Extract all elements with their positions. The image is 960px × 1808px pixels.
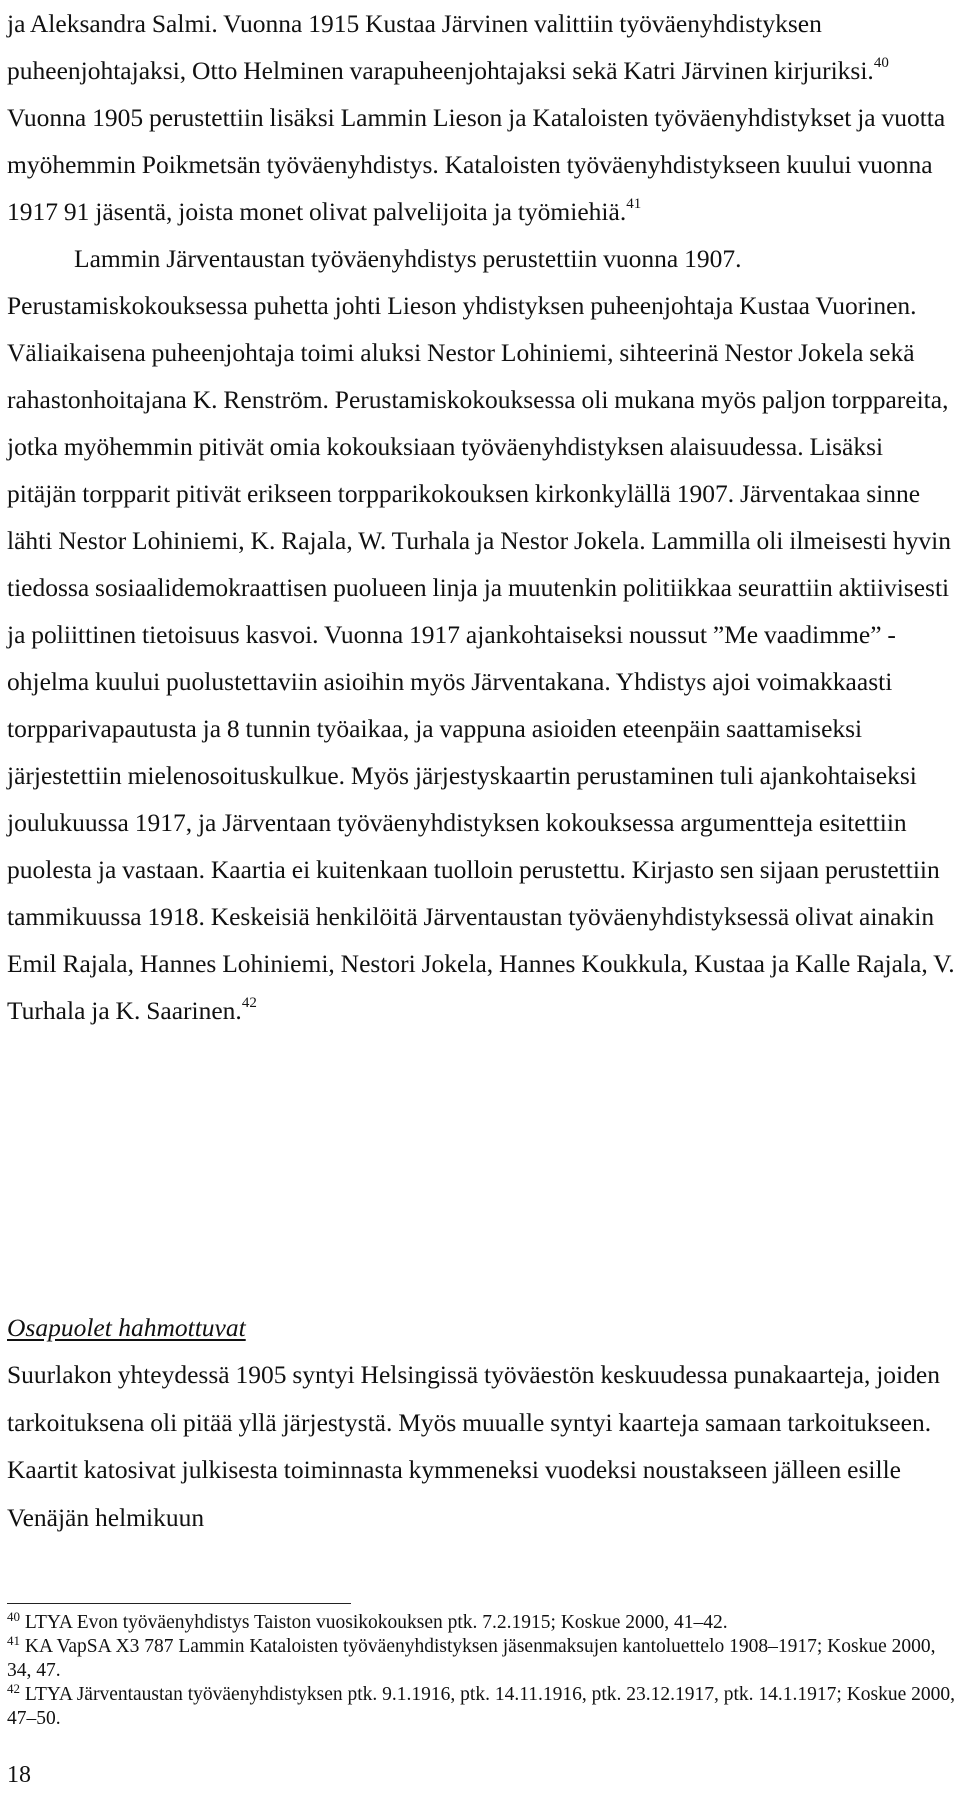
footnote-41 — [7, 1635, 957, 1683]
paragraph-1-text-cont: Vuonna 1905 perustettiin lisäksi Lammin Lieson ja Kataloisten työväenyhdistykset ja vuotta myöhemmin Poikmetsän työväenyhdistys. Kataloisten työväenyhdistykseen kuului vuonna 1917 91 jäsentä, joista monet olivat palvelijoita ja työmiehiä. — [7, 103, 946, 226]
footnote-40 — [7, 1611, 957, 1635]
footnote-number: 40 — [7, 1609, 20, 1624]
paragraph-2-text: Lammin Järventaustan työväenyhdistys perustettiin vuonna 1907. Perustamiskokouksessa puhetta johti Lieson yhdistyksen puheenjohtaja Kustaa Vuorinen. Väliaikaisena puheenjohtaja toimi aluksi Nestor Lohiniemi, sihteerinä Nestor Jokela sekä rahastonhoitajana K. Renström. Perustamiskokouksessa oli mukana myös paljon torppareita, jotka myöhemmin pitivät omia kokouksiaan työväenyhdistyksen alaisuudessa. Lisäksi pitäjän torpparit pitivät erikseen torpparikokouksen kirkonkylällä 1907. Järventakaa sinne lähti Nestor Lohiniemi, K. Rajala, W. Turhala ja Nestor Jokela. Lammilla oli ilmeisesti hyvin tiedossa sosiaalidemokraattisen puolueen linja ja muutenkin politiikkaa seurattiin aktiivisesti ja poliittinen tietoisuus kasvoi. Vuonna 1917 ajankohtaiseksi noussut ”Me vaadimme” -ohjelma kuului puolustettaviin asioihin myös Järventakana. Yhdistys ajoi voimakkaasti torpparivapautusta ja 8 tunnin työaikaa, ja vappuna asioiden eteenpäin saattamiseksi järjestettiin mielenosoituskulkue. Myös järjestyskaartin perustaminen tuli ajankohtaiseksi joulukuussa 1917, ja Järventaan työväenyhdistyksen kokouksessa argumentteja esitettiin puolesta ja vastaan. Kaartia ei kuitenkaan tuolloin perustettu. Kirjasto sen sijaan perustettiin tammikuussa 1918. Keskeisiä henkilöitä Järventaustan työväenyhdistyksessä olivat ainakin Emil Rajala, Hannes Lohiniemi, Nestori Jokela, Hannes Koukkula, Kustaa ja Kalle Rajala, V. Turhala ja K. Saarinen. — [7, 244, 955, 1025]
body-text — [7, 0, 957, 1034]
section-paragraph: Suurlakon yhteydessä 1905 syntyi Helsingissä työväestön keskuudessa punakaarteja, joiden tarkoituksena oli pitää yllä järjestystä. Myös muualle syntyi kaarteja samaan tarkoitukseen. Kaartit katosivat julkisesta toiminnasta kymmeneksi vuodeksi noustakseen jälleen esille Venäjän helmikuun — [7, 1360, 940, 1532]
footnotes — [7, 1611, 957, 1731]
footnote-text: LTYA Järventaustan työväenyhdistyksen ptk. 9.1.1916, ptk. 14.11.1916, ptk. 23.12.1917, ptk. 14.1.1917; Koskue 2000, 47–50. — [7, 1684, 956, 1729]
section-heading: Osapuolet hahmottuvat — [7, 1313, 246, 1342]
footnote-divider — [7, 1603, 351, 1604]
footnote-42 — [7, 1683, 957, 1731]
page-number: 18 — [7, 1762, 31, 1788]
footnote-ref-40[interactable]: 40 — [873, 55, 889, 71]
footnote-number: 42 — [7, 1681, 20, 1696]
paragraph-1-text: ja Aleksandra Salmi. Vuonna 1915 Kustaa Järvinen valittiin työväenyhdistyksen puheenjohtajaksi, Otto Helminen varapuheenjohtajaksi sekä Katri Järvinen kirjuriksi. — [7, 9, 874, 85]
footnote-ref-41[interactable]: 41 — [626, 196, 642, 212]
footnote-text: KA VapSA X3 787 Lammin Kataloisten työväenyhdistyksen jäsenmaksujen kantoluettelo 1908–1917; Koskue 2000, 34, 47. — [7, 1636, 936, 1681]
footnote-ref-42[interactable]: 42 — [241, 995, 257, 1011]
paragraph-1 — [7, 0, 957, 235]
footnote-text: LTYA Evon työväenyhdistys Taiston vuosikokouksen ptk. 7.2.1915; Koskue 2000, 41–42. — [20, 1612, 728, 1633]
paragraph-2 — [7, 235, 957, 1034]
footnote-number: 41 — [7, 1633, 20, 1648]
